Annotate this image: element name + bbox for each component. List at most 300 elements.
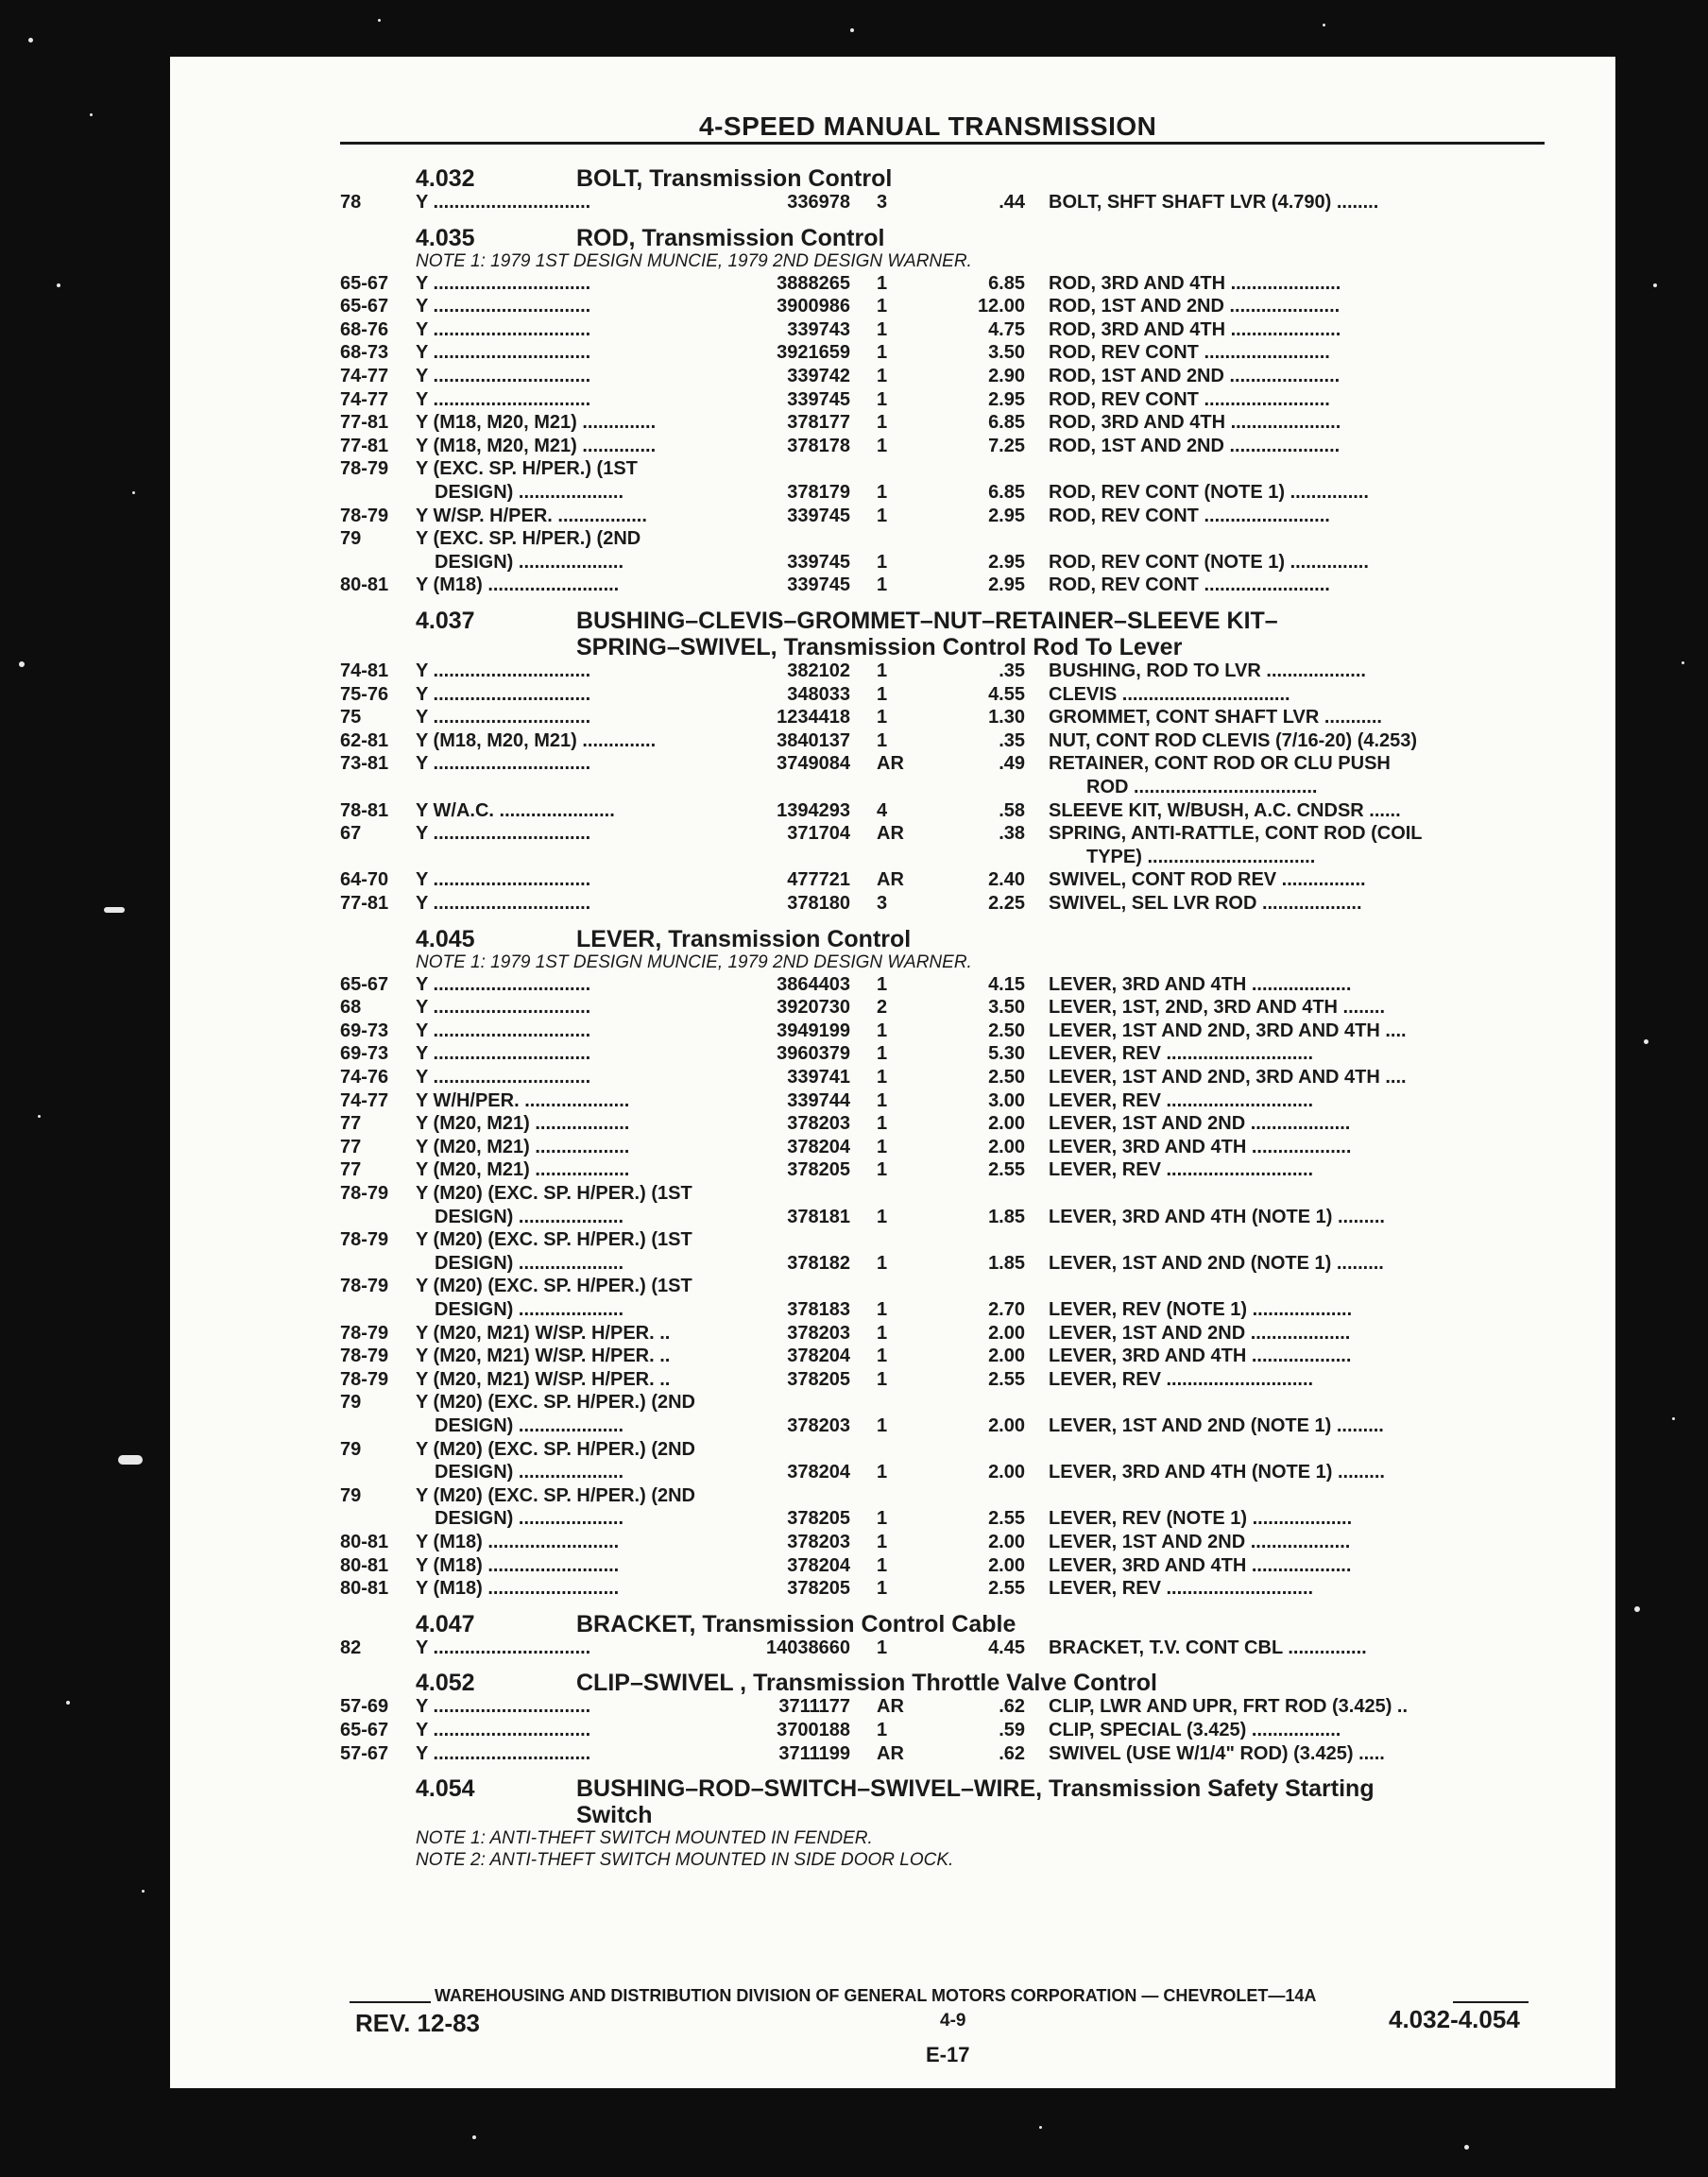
table-row-cont — [340, 1508, 1549, 1529]
year-cell: 57-69 — [340, 1696, 389, 1718]
qty-cell: 1 — [877, 1089, 888, 1111]
year-cell: 74-77 — [340, 366, 389, 386]
year-cell: 65-67 — [340, 272, 389, 294]
part-number-cell: 3888265 — [777, 272, 850, 294]
table-row-cont — [340, 1299, 1549, 1320]
year-cell: 78-79 — [340, 1183, 389, 1204]
qty-cell: 1 — [877, 574, 888, 596]
model-cell: Y (M20) (EXC. SP. H/PER.) (2ND — [416, 1438, 695, 1460]
model-cell: Y (M20, M21) .................. — [416, 1159, 630, 1181]
year-cell: 80-81 — [340, 1532, 389, 1552]
description-cell: NUT, CONT ROD CLEVIS (7/16-20) (4.253) — [1049, 729, 1418, 751]
part-number-cell: 378203 — [787, 1415, 850, 1436]
section-number: 4.037 — [416, 608, 475, 634]
description-cell: BUSHING, ROD TO LVR ................... — [1049, 660, 1366, 681]
part-number-cell: 339745 — [787, 574, 850, 596]
model-cell-cont: DESIGN) .................... — [435, 482, 624, 503]
section-range: 4.032-4.054 — [1389, 2005, 1520, 2033]
year-cell: 79 — [340, 1392, 362, 1414]
description-cell: LEVER, 1ST, 2ND, 3RD AND 4TH ........ — [1049, 997, 1385, 1019]
table-row — [340, 1637, 1549, 1658]
model-cell: Y .............................. — [416, 1020, 591, 1041]
price-cell: 2.00 — [988, 1322, 1025, 1344]
model-cell: Y (M20) (EXC. SP. H/PER.) (1ST — [416, 1183, 692, 1204]
qty-cell: 1 — [877, 1532, 888, 1552]
year-cell: 65-67 — [340, 296, 389, 317]
price-cell: .62 — [999, 1696, 1025, 1718]
part-number-cell: 3900986 — [777, 296, 850, 317]
qty-cell: 1 — [877, 1043, 888, 1065]
model-cell: Y (EXC. SP. H/PER.) (2ND — [416, 528, 641, 550]
table-row — [340, 319, 1549, 340]
description-cell: ROD, 1ST AND 2ND ..................... — [1049, 296, 1341, 317]
part-number-cell: 3840137 — [777, 729, 850, 751]
year-cell: 78-79 — [340, 1229, 389, 1251]
description-cell: ROD, REV CONT ........................ — [1049, 505, 1330, 526]
table-row — [340, 660, 1549, 681]
qty-cell: 1 — [877, 707, 888, 729]
description-cell: ROD, REV CONT ........................ — [1049, 388, 1330, 410]
model-cell: Y .............................. — [416, 296, 591, 317]
section-number: 4.035 — [416, 224, 475, 251]
part-number-cell: 339741 — [787, 1067, 850, 1088]
catalog-page — [170, 57, 1615, 2088]
model-cell: Y W/A.C. ...................... — [416, 799, 615, 821]
description-cell: ROD, REV CONT ........................ — [1049, 574, 1330, 596]
part-number-cell: 3864403 — [777, 973, 850, 995]
qty-cell: 1 — [877, 729, 888, 751]
description-cell: LEVER, 3RD AND 4TH ................... — [1049, 1554, 1352, 1576]
qty-cell: 1 — [877, 482, 888, 503]
description-cell: LEVER, 3RD AND 4TH ................... — [1049, 1136, 1352, 1157]
table-row — [340, 192, 1549, 213]
price-cell: 2.55 — [988, 1159, 1025, 1181]
year-cell: 67 — [340, 823, 362, 845]
price-cell: 2.95 — [988, 505, 1025, 526]
model-cell: Y (M20, M21) .................. — [416, 1113, 630, 1135]
description-cell: ROD, 3RD AND 4TH ..................... — [1049, 318, 1341, 340]
table-row — [340, 1229, 1549, 1250]
price-cell: 5.30 — [988, 1043, 1025, 1065]
part-number-cell: 3921659 — [777, 342, 850, 364]
table-row — [340, 528, 1549, 549]
table-row-cont — [340, 482, 1549, 503]
description-cell: LEVER, 1ST AND 2ND (NOTE 1) ......... — [1049, 1252, 1384, 1274]
section-note: NOTE 2: ANTI-THEFT SWITCH MOUNTED IN SIDE DOOR LOCK. — [416, 1850, 954, 1871]
qty-cell: 1 — [877, 388, 888, 410]
qty-cell: 1 — [877, 296, 888, 317]
section-title: BOLT, Transmission Control — [576, 165, 893, 192]
year-cell: 68-76 — [340, 318, 389, 340]
price-cell: 7.25 — [988, 435, 1025, 456]
model-cell: Y .............................. — [416, 1696, 591, 1718]
description-cell: LEVER, 3RD AND 4TH ................... — [1049, 973, 1352, 995]
description-cell: GROMMET, CONT SHAFT LVR ........... — [1049, 707, 1382, 729]
model-cell: Y (M20) (EXC. SP. H/PER.) (2ND — [416, 1392, 695, 1414]
model-cell: Y .............................. — [416, 366, 591, 386]
description-cell: BRACKET, T.V. CONT CBL ............... — [1049, 1637, 1367, 1658]
year-cell: 77-81 — [340, 435, 389, 456]
part-number-cell: 339745 — [787, 551, 850, 573]
price-cell: 2.00 — [988, 1136, 1025, 1157]
year-cell: 68-73 — [340, 342, 389, 364]
footer-rule-left — [350, 2001, 431, 2003]
description-cell: LEVER, REV ............................ — [1049, 1578, 1314, 1600]
part-number-cell: 378179 — [787, 482, 850, 503]
model-cell: Y .............................. — [416, 869, 591, 891]
description-cell: LEVER, REV ............................ — [1049, 1368, 1314, 1390]
price-cell: 4.15 — [988, 973, 1025, 995]
table-row — [340, 1113, 1549, 1134]
description-cell: ROD, 3RD AND 4TH ..................... — [1049, 412, 1341, 434]
title-underline — [340, 142, 1545, 145]
year-cell: 80-81 — [340, 1578, 389, 1600]
year-cell: 79 — [340, 1438, 362, 1460]
part-number-cell: 339745 — [787, 505, 850, 526]
table-row — [340, 800, 1549, 821]
model-cell-cont: DESIGN) .................... — [435, 1415, 624, 1436]
model-cell: Y .............................. — [416, 1043, 591, 1065]
qty-cell: 1 — [877, 1020, 888, 1041]
model-cell: Y .............................. — [416, 1067, 591, 1088]
qty-cell: 1 — [877, 660, 888, 681]
year-cell: 74-77 — [340, 388, 389, 410]
qty-cell: 1 — [877, 1159, 888, 1181]
model-cell-cont: DESIGN) .................... — [435, 1252, 624, 1274]
model-cell-cont: DESIGN) .................... — [435, 1299, 624, 1320]
table-row — [340, 1555, 1549, 1576]
qty-cell: 2 — [877, 997, 888, 1019]
description-cell: SWIVEL, SEL LVR ROD ................... — [1049, 893, 1362, 914]
model-cell: Y (M18) ......................... — [416, 1532, 620, 1552]
part-number-cell: 371704 — [787, 823, 850, 845]
description-cell: LEVER, REV (NOTE 1) ................... — [1049, 1508, 1353, 1530]
section-note: NOTE 1: 1979 1ST DESIGN MUNCIE, 1979 2ND DESIGN WARNER. — [416, 250, 972, 271]
price-cell: .35 — [999, 729, 1025, 751]
model-cell: Y .............................. — [416, 707, 591, 729]
price-cell: .35 — [999, 660, 1025, 681]
part-number-cell: 3960379 — [777, 1043, 850, 1065]
table-row — [340, 273, 1549, 294]
year-cell: 77 — [340, 1113, 362, 1135]
year-cell: 74-81 — [340, 660, 389, 681]
model-cell: Y (M18, M20, M21) .............. — [416, 435, 657, 456]
price-cell: .38 — [999, 823, 1025, 845]
part-number-cell: 339742 — [787, 366, 850, 386]
table-row — [340, 823, 1549, 844]
description-cell: LEVER, 1ST AND 2ND, 3RD AND 4TH .... — [1049, 1067, 1407, 1088]
part-number-cell: 336978 — [787, 192, 850, 213]
qty-cell: 1 — [877, 683, 888, 705]
table-row — [340, 997, 1549, 1018]
description-cell: LEVER, REV ............................ — [1049, 1043, 1314, 1065]
table-row — [340, 1276, 1549, 1296]
description-cell: ROD, REV CONT (NOTE 1) ............... — [1049, 482, 1369, 503]
qty-cell: AR — [877, 1696, 904, 1718]
section-title: LEVER, Transmission Control — [576, 925, 912, 952]
qty-cell: AR — [877, 869, 904, 891]
qty-cell: 3 — [877, 192, 888, 213]
description-cell: LEVER, REV (NOTE 1) ................... — [1049, 1299, 1353, 1320]
table-row — [340, 1485, 1549, 1506]
part-number-cell: 3920730 — [777, 997, 850, 1019]
table-row — [340, 366, 1549, 386]
model-cell-cont: DESIGN) .................... — [435, 1206, 624, 1227]
price-cell: 2.55 — [988, 1368, 1025, 1390]
qty-cell: 1 — [877, 1415, 888, 1436]
price-cell: 6.85 — [988, 272, 1025, 294]
model-cell: Y .............................. — [416, 823, 591, 845]
model-cell: Y .............................. — [416, 1720, 591, 1740]
price-cell: 1.30 — [988, 707, 1025, 729]
part-number-cell: 378204 — [787, 1462, 850, 1483]
qty-cell: 1 — [877, 1136, 888, 1157]
model-cell: Y W/SP. H/PER. ................. — [416, 505, 647, 526]
qty-cell: 1 — [877, 505, 888, 526]
year-cell: 80-81 — [340, 1554, 389, 1576]
price-cell: 2.40 — [988, 869, 1025, 891]
table-row-cont — [340, 1207, 1549, 1227]
model-cell: Y (M20, M21) W/SP. H/PER. .. — [416, 1346, 671, 1367]
table-row — [340, 1323, 1549, 1344]
year-cell: 62-81 — [340, 729, 389, 751]
table-row — [340, 1743, 1549, 1764]
model-cell: Y (M20, M21) W/SP. H/PER. .. — [416, 1322, 671, 1344]
section-note: NOTE 1: 1979 1ST DESIGN MUNCIE, 1979 2ND DESIGN WARNER. — [416, 951, 972, 972]
qty-cell: 1 — [877, 1508, 888, 1530]
description-cell: LEVER, 1ST AND 2ND ................... — [1049, 1322, 1351, 1344]
part-number-cell: 378203 — [787, 1532, 850, 1552]
price-cell: 3.50 — [988, 997, 1025, 1019]
table-row — [340, 1090, 1549, 1111]
part-number-cell: 14038660 — [766, 1637, 850, 1658]
year-cell: 77-81 — [340, 412, 389, 434]
model-cell: Y .............................. — [416, 997, 591, 1019]
model-cell: Y .............................. — [416, 973, 591, 995]
year-cell: 79 — [340, 528, 362, 550]
part-number-cell: 378205 — [787, 1159, 850, 1181]
description-cell: CLEVIS ................................ — [1049, 683, 1290, 705]
model-cell: Y .............................. — [416, 893, 591, 914]
table-row-cont — [340, 1462, 1549, 1483]
description-cell: ROD, 1ST AND 2ND ..................... — [1049, 435, 1341, 456]
section-number: 4.032 — [416, 165, 475, 192]
section-number: 4.052 — [416, 1670, 475, 1697]
model-cell: Y (M18) ......................... — [416, 574, 620, 596]
price-cell: 4.75 — [988, 318, 1025, 340]
model-cell: Y .............................. — [416, 192, 591, 213]
description-cell: LEVER, 1ST AND 2ND, 3RD AND 4TH .... — [1049, 1020, 1407, 1041]
model-cell: Y .............................. — [416, 1742, 591, 1764]
year-cell: 77 — [340, 1159, 362, 1181]
qty-cell: AR — [877, 1742, 904, 1764]
table-row — [340, 574, 1549, 595]
qty-cell: 1 — [877, 1113, 888, 1135]
price-cell: 2.95 — [988, 574, 1025, 596]
qty-cell: 1 — [877, 366, 888, 386]
year-cell: 69-73 — [340, 1043, 389, 1065]
revision-label: REV. 12-83 — [355, 2009, 481, 2037]
part-number-cell: 378178 — [787, 435, 850, 456]
part-number-cell: 378181 — [787, 1206, 850, 1227]
table-row — [340, 1532, 1549, 1552]
section-number: 4.054 — [416, 1775, 475, 1803]
part-number-cell: 3700188 — [777, 1720, 850, 1740]
year-cell: 73-81 — [340, 753, 389, 775]
year-cell: 69-73 — [340, 1020, 389, 1041]
table-row-cont — [340, 1415, 1549, 1436]
part-number-cell: 3749084 — [777, 753, 850, 775]
qty-cell: 1 — [877, 412, 888, 434]
model-cell: Y .............................. — [416, 1637, 591, 1658]
table-row — [340, 1392, 1549, 1413]
description-cell: CLIP, SPECIAL (3.425) ................. — [1049, 1720, 1341, 1740]
description-cont: TYPE) ................................ — [1086, 846, 1316, 867]
table-row — [340, 1346, 1549, 1366]
qty-cell: 1 — [877, 551, 888, 573]
table-row — [340, 1578, 1549, 1599]
year-cell: 78-79 — [340, 1276, 389, 1297]
year-cell: 78-79 — [340, 1368, 389, 1390]
section-title: BRACKET, Transmission Control Cable — [576, 1610, 1016, 1637]
model-cell-cont: DESIGN) .................... — [435, 551, 624, 573]
price-cell: 2.70 — [988, 1299, 1025, 1320]
price-cell: 2.50 — [988, 1020, 1025, 1041]
description-cell: LEVER, 3RD AND 4TH ................... — [1049, 1346, 1352, 1367]
price-cell: 2.55 — [988, 1508, 1025, 1530]
table-row-cont — [340, 552, 1549, 573]
model-cell: Y (M18, M20, M21) .............. — [416, 412, 657, 434]
price-cell: 1.85 — [988, 1252, 1025, 1274]
model-cell: Y W/H/PER. .................... — [416, 1089, 630, 1111]
description-cell: RETAINER, CONT ROD OR CLU PUSH — [1049, 753, 1391, 775]
qty-cell: 4 — [877, 799, 888, 821]
part-number-cell: 378203 — [787, 1322, 850, 1344]
qty-cell: 1 — [877, 1368, 888, 1390]
model-cell: Y (M18) ......................... — [416, 1578, 620, 1600]
sheet-number: E-17 — [926, 2043, 970, 2066]
model-cell: Y .............................. — [416, 318, 591, 340]
section-title: BUSHING–CLEVIS–GROMMET–NUT–RETAINER–SLEEVE KIT– — [576, 608, 1278, 634]
year-cell: 65-67 — [340, 1720, 389, 1740]
year-cell: 64-70 — [340, 869, 389, 891]
section-title-cont: SPRING–SWIVEL, Transmission Control Rod To Lever — [576, 634, 1183, 660]
table-row — [340, 1067, 1549, 1088]
price-cell: 2.95 — [988, 388, 1025, 410]
description-cell: SWIVEL, CONT ROD REV ................ — [1049, 869, 1366, 891]
price-cell: 2.55 — [988, 1578, 1025, 1600]
price-cell: 6.85 — [988, 482, 1025, 503]
qty-cell: 1 — [877, 1462, 888, 1483]
model-cell: Y (M18) ......................... — [416, 1554, 620, 1576]
description-cell: LEVER, REV ............................ — [1049, 1089, 1314, 1111]
part-number-cell: 1394293 — [777, 799, 850, 821]
model-cell: Y .............................. — [416, 388, 591, 410]
table-row — [340, 1043, 1549, 1064]
part-number-cell: 378205 — [787, 1508, 850, 1530]
qty-cell: 1 — [877, 1206, 888, 1227]
year-cell: 78-79 — [340, 505, 389, 526]
year-cell: 65-67 — [340, 973, 389, 995]
price-cell: .62 — [999, 1742, 1025, 1764]
table-row — [340, 730, 1549, 751]
part-number-cell: 1234418 — [777, 707, 850, 729]
year-cell: 74-77 — [340, 1089, 389, 1111]
table-row — [340, 1369, 1549, 1390]
description-cell: ROD, REV CONT (NOTE 1) ............... — [1049, 551, 1369, 573]
price-cell: 2.00 — [988, 1554, 1025, 1576]
description-cell: LEVER, 3RD AND 4TH (NOTE 1) ......... — [1049, 1206, 1385, 1227]
price-cell: 2.95 — [988, 551, 1025, 573]
model-cell: Y (M20, M21) W/SP. H/PER. .. — [416, 1368, 671, 1390]
part-number-cell: 378204 — [787, 1136, 850, 1157]
qty-cell: 1 — [877, 1346, 888, 1367]
table-row — [340, 1183, 1549, 1204]
qty-cell: 3 — [877, 893, 888, 914]
table-row — [340, 974, 1549, 995]
model-cell-cont: DESIGN) .................... — [435, 1462, 624, 1483]
section-title: ROD, Transmission Control — [576, 224, 885, 251]
table-row — [340, 1159, 1549, 1180]
qty-cell: 1 — [877, 1322, 888, 1344]
price-cell: .59 — [999, 1720, 1025, 1740]
price-cell: .49 — [999, 753, 1025, 775]
qty-cell: 1 — [877, 1578, 888, 1600]
year-cell: 57-67 — [340, 1742, 389, 1764]
year-cell: 82 — [340, 1637, 362, 1658]
description-cell: SLEEVE KIT, W/BUSH, A.C. CNDSR ...... — [1049, 799, 1401, 821]
page-title: 4-SPEED MANUAL TRANSMISSION — [699, 111, 1157, 141]
footer-org: WAREHOUSING AND DISTRIBUTION DIVISION OF GENERAL MOTORS CORPORATION — CHEVROLET—14A — [435, 1986, 1317, 2005]
description-cell: BOLT, SHFT SHAFT LVR (4.790) ........ — [1049, 192, 1379, 213]
part-number-cell: 378204 — [787, 1554, 850, 1576]
qty-cell: 1 — [877, 342, 888, 364]
price-cell: 3.50 — [988, 342, 1025, 364]
description-cont: ROD ................................... — [1086, 777, 1318, 797]
table-row — [340, 1720, 1549, 1740]
footer-rule-right — [1453, 2001, 1529, 2003]
year-cell: 78-79 — [340, 458, 389, 480]
price-cell: 3.00 — [988, 1089, 1025, 1111]
model-cell: Y .............................. — [416, 660, 591, 681]
year-cell: 77-81 — [340, 893, 389, 914]
price-cell: 2.00 — [988, 1462, 1025, 1483]
qty-cell: 1 — [877, 1067, 888, 1088]
price-cell: 2.00 — [988, 1532, 1025, 1552]
model-cell: Y .............................. — [416, 272, 591, 294]
table-row — [340, 1439, 1549, 1460]
part-number-cell: 378177 — [787, 412, 850, 434]
part-number-cell: 378205 — [787, 1578, 850, 1600]
part-number-cell: 3711177 — [778, 1696, 850, 1718]
description-cell: LEVER, 1ST AND 2ND ................... — [1049, 1113, 1351, 1135]
table-row — [340, 1137, 1549, 1157]
year-cell: 78 — [340, 192, 362, 213]
section-note: NOTE 1: ANTI-THEFT SWITCH MOUNTED IN FENDER. — [416, 1828, 873, 1849]
part-number-cell: 378180 — [787, 893, 850, 914]
qty-cell: AR — [877, 823, 904, 845]
description-cell: SPRING, ANTI-RATTLE, CONT ROD (COIL — [1049, 823, 1423, 845]
year-cell: 78-79 — [340, 1322, 389, 1344]
description-cell: LEVER, 3RD AND 4TH (NOTE 1) ......... — [1049, 1462, 1385, 1483]
price-cell: 2.50 — [988, 1067, 1025, 1088]
price-cell: 1.85 — [988, 1206, 1025, 1227]
year-cell: 77 — [340, 1136, 362, 1157]
price-cell: 6.85 — [988, 412, 1025, 434]
part-number-cell: 382102 — [787, 660, 850, 681]
part-number-cell: 378204 — [787, 1346, 850, 1367]
model-cell: Y (EXC. SP. H/PER.) (1ST — [416, 458, 638, 480]
